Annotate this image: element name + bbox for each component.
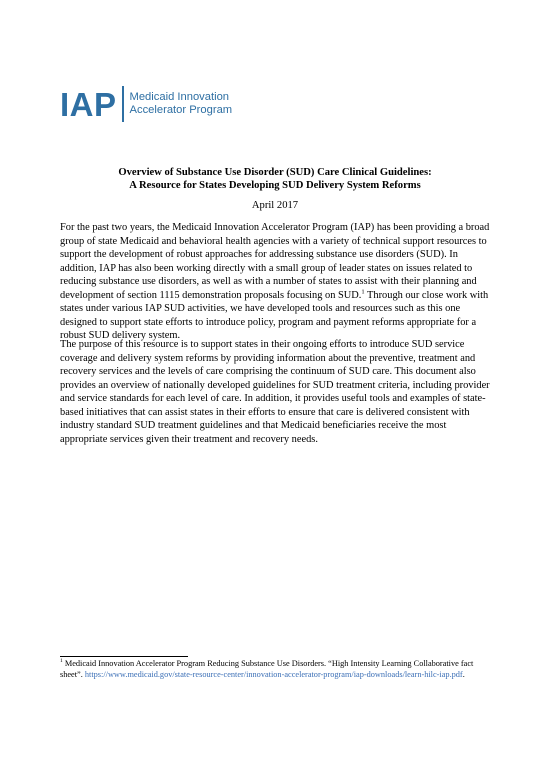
footnote-text: Medicaid Innovation Accelerator Program Reducing Substance Use Disorders. “High Intensity Learning Collaborative fact sheet”. xyxy=(60,659,474,679)
iap-logo xyxy=(60,84,232,124)
footnote-number: 1 xyxy=(60,658,63,665)
logo-mark: IAP xyxy=(60,85,117,123)
footnote-ref[interactable]: 1 xyxy=(361,288,365,296)
intro-paragraph-text-a: For the past two years, the Medicaid Innovation Accelerator Program (IAP) has been providing a broad group of state Medicaid and behavioral health agencies with a variety of technical support resources to support the development of robust approaches for addressing substance use disorders (SUD). In addition, IAP has also been working directly with a small group of leader states on issues related to reducing substance use disorders, as well as with a number of states to assist with their planning and development of section 1115 demonstration proposals focusing on SUD. xyxy=(60,222,490,301)
document-date: April 2017 xyxy=(251,200,299,211)
logo-divider xyxy=(122,86,124,122)
footnote-link[interactable]: https://www.medicaid.gov/state-resource-center/innovation-accelerator-program/iap-downloads/learn-hilc-iap.pdf xyxy=(84,669,463,679)
logo-text xyxy=(130,91,233,118)
purpose-paragraph: The purpose of this resource is to support states in their ongoing efforts to introduce SUD service coverage and delivery system reforms by providing information about the preventive, treatment and recovery services and the levels of care comprising the continuum of SUD care. This document also provides an overview of nationally developed guidelines for SUD treatment criteria, including provider and service standards for each level of care. In addition, it provides useful tools and examples of state-based initiatives that can assist states in their efforts to ensure that care is delivered consistent with industry standard SUD treatment guidelines and that Medicaid beneficiaries receive the most appropriate services given their treatment and recovery needs. xyxy=(60,339,490,445)
footnote-divider xyxy=(60,656,188,657)
intro-paragraph-text-b: Through our close work with states under various IAP SUD activities, we have developed tools and resources such as this one designed to support state efforts to introduce policy, program and payment reforms appropriate for a robust SUD delivery system. xyxy=(60,289,489,342)
title-line-2: A Resource for States Developing SUD Delivery System Reforms xyxy=(129,180,421,191)
logo-line-1: Medicaid Innovation xyxy=(129,90,230,103)
document-title xyxy=(60,166,490,192)
footnote xyxy=(60,659,494,680)
intro-paragraph xyxy=(60,221,494,343)
title-line-1: Overview of Substance Use Disorder (SUD) Care Clinical Guidelines: xyxy=(118,167,432,178)
logo-line-2: Accelerator Program xyxy=(129,104,233,116)
footnote-tail: . xyxy=(462,669,465,679)
